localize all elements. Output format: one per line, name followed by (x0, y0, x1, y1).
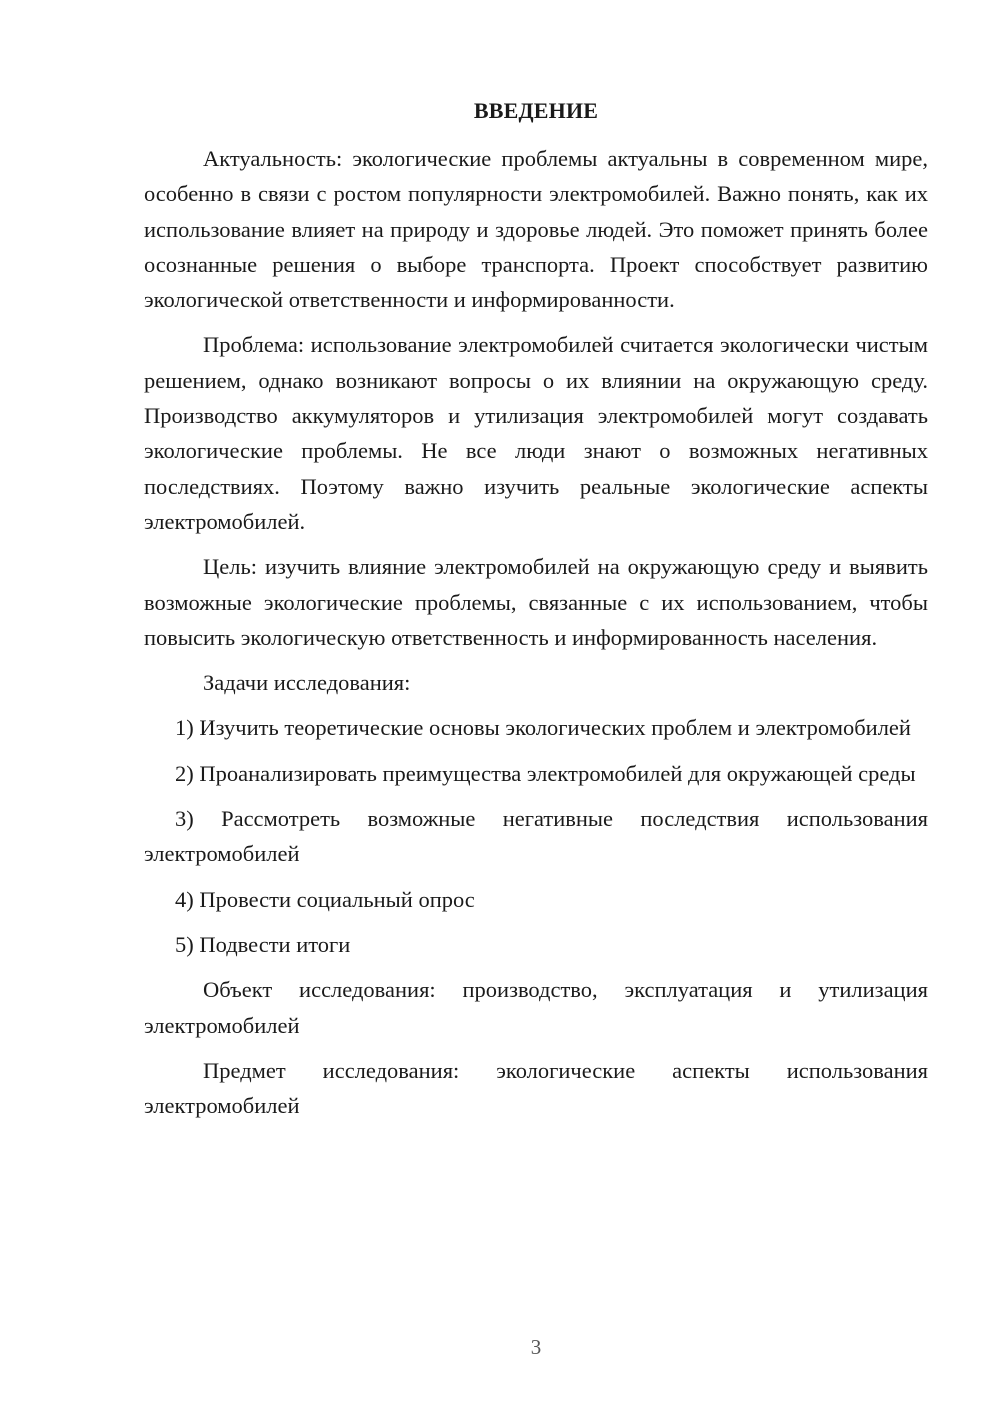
tasks-title: Задачи исследования: (203, 670, 411, 696)
goal-paragraph: Цель: изучить влияние электромобилей на окружающую среду и выявить возможные экологические проблемы, связанные с их использованием, чтобы повысить экологическую ответственность и информированность населения. (144, 554, 928, 650)
problem-paragraph: Проблема: использование электромобилей считается экологически чистым решением, однако возникают вопросы о их влиянии на окружающую среду. Производство аккумуляторов и утилизация электромобилей могут создавать экологические проблемы. Не все люди знают о возможных негативных последствиях. Поэтому важно изучить реальные экологические аспекты электромобилей. (144, 332, 928, 534)
relevance-paragraph: Актуальность: экологические проблемы актуальны в современном мире, особенно в связи с ростом популярности электромобилей. Важно понять, как их использование влияет на природу и здоровье людей. Это поможет принять более осознанные решения о выборе транспорта. Проект способствует развитию экологической ответственности и информированности. (144, 146, 928, 313)
task-item-5: 5) Подвести итоги (175, 931, 351, 957)
task-item-4: 4) Провести социальный опрос (175, 886, 475, 912)
page-number: 3 (530, 1335, 542, 1359)
object-paragraph: Объект исследования: производство, эксплуатация и утилизация электромобилей (144, 977, 928, 1038)
task-item-2: 2) Проанализировать преимущества электромобилей для окружающей среды (175, 760, 916, 786)
task-item-3: 3) Рассмотреть возможные негативные последствия использования электромобилей (144, 806, 928, 867)
document-body (144, 141, 928, 1133)
task-item-1: 1) Изучить теоретические основы экологических проблем и электромобилей (175, 715, 911, 741)
section-heading: ВВЕДЕНИЕ (473, 98, 599, 123)
subject-paragraph: Предмет исследования: экологические аспекты использования электромобилей (144, 1057, 928, 1119)
